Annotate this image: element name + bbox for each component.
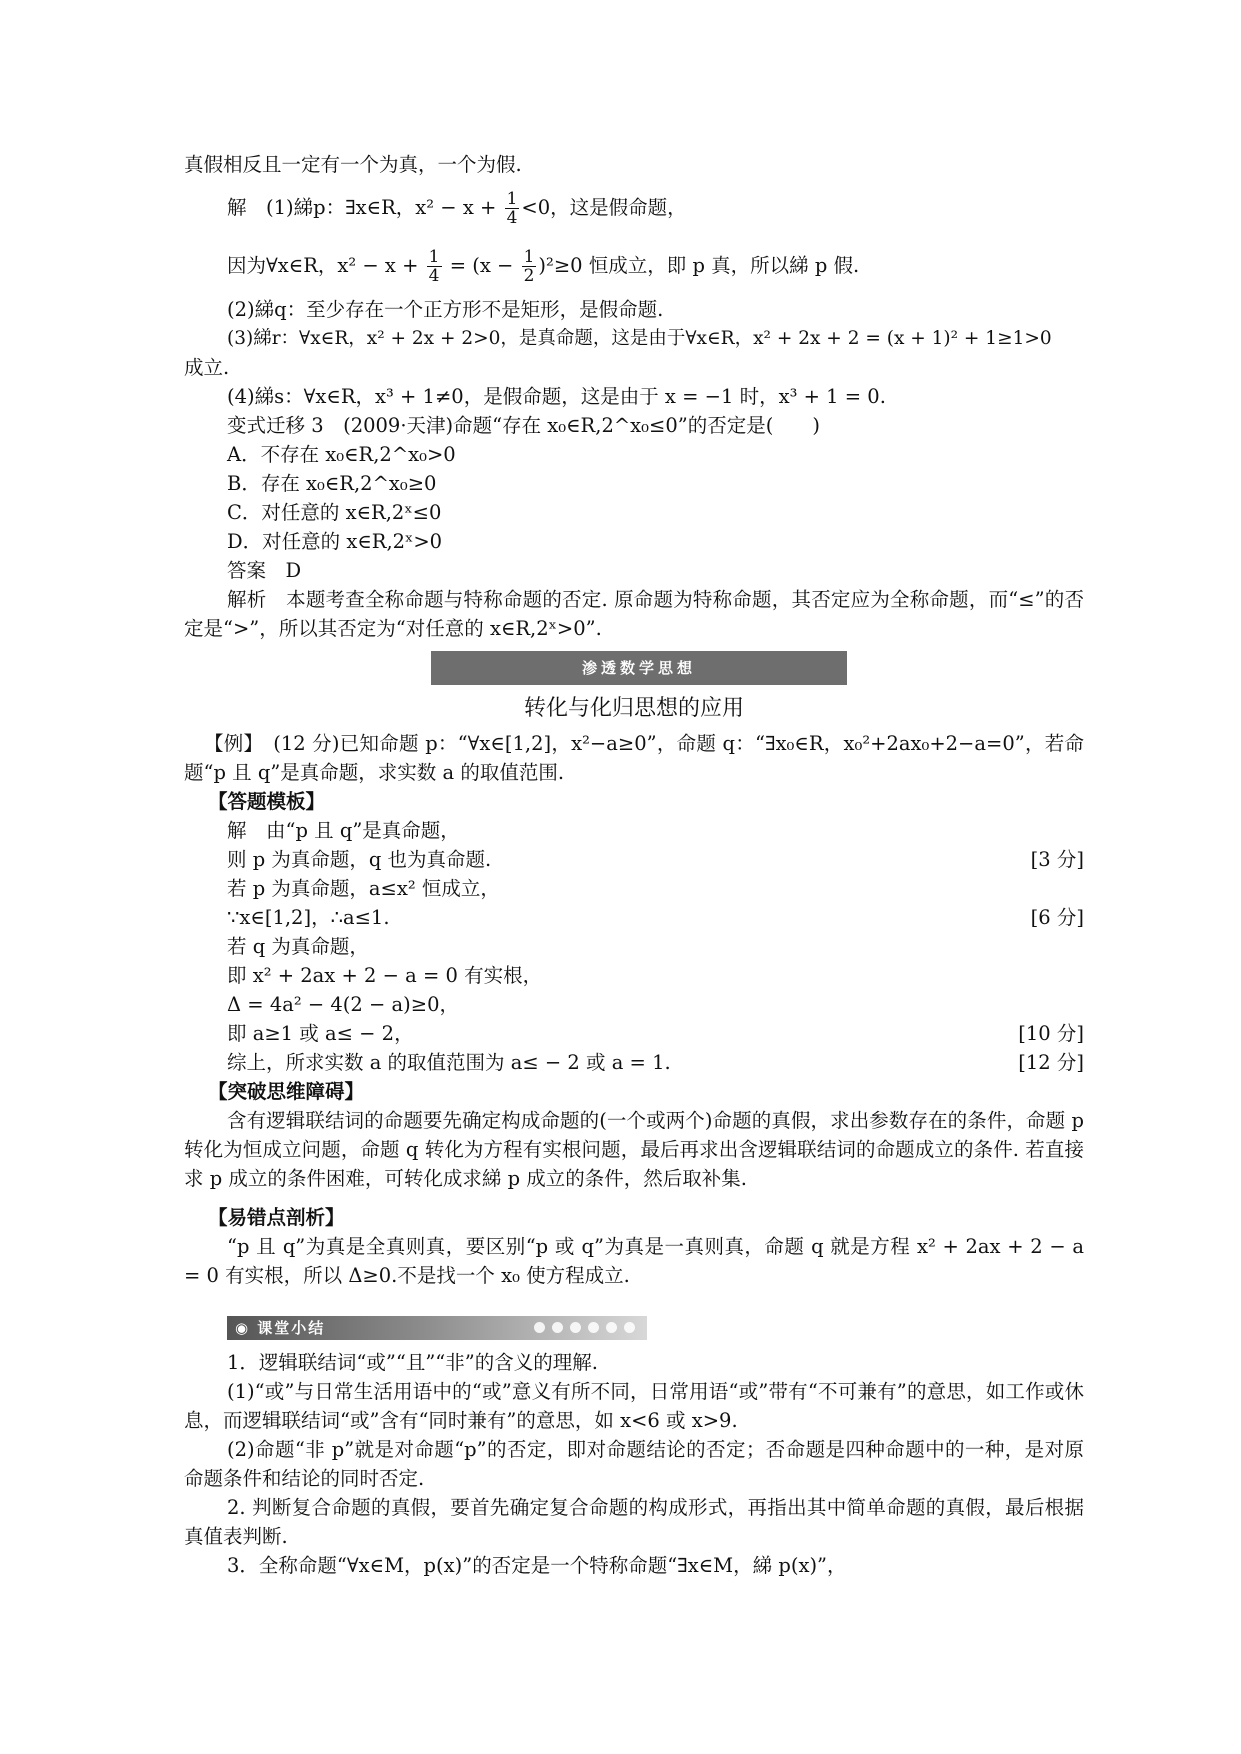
summary-bar bbox=[227, 1316, 647, 1340]
template-heading: 【答题模板】 bbox=[208, 790, 326, 813]
summary-item: (1)“或”与日常生活用语中的“或”意义有所不同，日常用语“或”带有“不可兼有”的意思，如工作或休息，而逻辑联结词“或”含有“同时兼有”的意思，如 x<6 或 x>9. bbox=[184, 1380, 1084, 1432]
summary-item: 2. 判断复合命题的真假，要首先确定复合命题的构成形式，再指出其中简单命题的真假，最后根据真值表判断. bbox=[184, 1496, 1084, 1548]
solution-4: (4)綈s：∀x∈R，x³ + 1≠0，是假命题，这是由于 x = −1 时，x³ + 1 = 0. bbox=[227, 385, 886, 408]
error-text: “p 且 q”为真是全真则真，要区别“p 或 q”为真是一真则真，命题 q 就是方程 x² + 2ax + 2 − a = 0 有实根，所以 Δ≥0.不是找一个 x₀ 使方程成立. bbox=[184, 1235, 1084, 1287]
dot-icon bbox=[534, 1322, 545, 1333]
example: 【例】 (12 分)已知命题 p：“∀x∈[1,2]，x²−a≥0”，命题 q：“∃x₀∈R，x₀²+2ax₀+2−a=0”，若命题“p 且 q”是真命题，求实数 a 的取值范围. bbox=[184, 732, 1084, 784]
decorative-dots bbox=[534, 1322, 635, 1333]
solution-1-proof: 因为∀x∈R，x² − x + $\frac{1}{4}$ = (x − $\frac{1}{2}$ )²≥0 恒成立，即 p 真，所以綈 p 假. bbox=[227, 247, 860, 286]
dot-icon bbox=[552, 1322, 563, 1333]
intro-line: 真假相反且一定有一个为真，一个为假. bbox=[184, 153, 522, 176]
dot-icon bbox=[570, 1322, 581, 1333]
error-heading: 【易错点剖析】 bbox=[208, 1206, 345, 1229]
option-b: B．存在 x₀∈R,2^x₀≥0 bbox=[227, 472, 437, 495]
summary-item: 1．逻辑联结词“或”“且”“非”的含义的理解. bbox=[227, 1351, 598, 1374]
dot-icon bbox=[588, 1322, 599, 1333]
solution-3: (3)綈r：∀x∈R，x² + 2x + 2>0，是真命题，这是由于∀x∈R，x² + 2x + 2 = (x + 1)² + 1≥1>0 bbox=[227, 328, 1052, 349]
summary-item: (2)命题“非 p”就是对命题“p”的否定，即对命题结论的否定；否命题是四种命题中的一种，是对原命题条件和结论的同时否定. bbox=[184, 1438, 1084, 1490]
summary-label: ◉ 课堂小结 bbox=[235, 1319, 326, 1337]
step-row: 即 x² + 2ax + 2 − a = 0 有实根， bbox=[227, 964, 543, 987]
breakthrough-text: 含有逻辑联结词的命题要先确定构成命题的(一个或两个)命题的真假，求出参数存在的条件，命题 p 转化为恒成立问题，命题 q 转化为方程有实根问题，最后再求出含逻辑联结词的命题成立的条件. 若直接求 p 成立的条件困难，可转化成求綈 p 成立的条件，然后取补集. bbox=[184, 1109, 1084, 1190]
solution-1-text-b: <0，这是假命题， bbox=[521, 196, 687, 219]
step-row: 解 由“p 且 q”是真命题， bbox=[227, 819, 460, 842]
step-row: 则 p 为真命题，q 也为真命题. [3 分] bbox=[227, 848, 1084, 871]
section-title: 转化与化归思想的应用 bbox=[523, 696, 744, 721]
dot-icon bbox=[624, 1322, 635, 1333]
analysis: 解析 本题考查全称命题与特称命题的否定. 原命题为特称命题，其否定应为全称命题，而“≤”的否定是“>”，所以其否定为“对任意的 x∈R,2ˣ>0”. bbox=[184, 588, 1084, 640]
fraction-quarter: $\frac{1}{4}$ bbox=[506, 189, 518, 228]
solution-2: (2)綈q：至少存在一个正方形不是矩形，是假命题. bbox=[227, 298, 664, 321]
document-page bbox=[184, 150, 1084, 1580]
answer: 答案 D bbox=[227, 559, 302, 582]
solution-1 bbox=[184, 179, 1084, 237]
step-row: 即 a≥1 或 a≤ − 2， [10 分] bbox=[227, 1022, 1084, 1045]
option-d: D．对任意的 x∈R,2ˣ>0 bbox=[227, 530, 443, 553]
section-banner: 渗透数学思想 bbox=[431, 651, 847, 685]
fraction-half: $\frac{1}{2}$ bbox=[523, 247, 535, 286]
step-row: Δ = 4a² − 4(2 − a)≥0， bbox=[227, 993, 460, 1016]
template-steps bbox=[184, 816, 1084, 1077]
solution-1-text-a: 解 (1)綈p：∃x∈R，x² − x + bbox=[227, 196, 503, 219]
option-c: C．对任意的 x∈R,2ˣ≤0 bbox=[227, 501, 442, 524]
step-row: 若 q 为真命题， bbox=[227, 935, 369, 958]
option-a: A．不存在 x₀∈R,2^x₀>0 bbox=[227, 443, 456, 466]
step-row: ∵x∈[1,2]，∴a≤1. [6 分] bbox=[227, 906, 1084, 929]
step-row: 综上，所求实数 a 的取值范围为 a≤ − 2 或 a = 1. [12 分] bbox=[227, 1051, 1084, 1074]
summary-item: 3．全称命题“∀x∈M，p(x)”的否定是一个特称命题“∃x∈M，綈 p(x)”， bbox=[227, 1554, 847, 1577]
dot-icon bbox=[606, 1322, 617, 1333]
fraction-quarter-2: $\frac{1}{4}$ bbox=[428, 247, 440, 286]
solution-3-cont: 成立. bbox=[184, 356, 230, 379]
breakthrough-heading: 【突破思维障碍】 bbox=[208, 1080, 365, 1103]
step-row: 若 p 为真命题，a≤x² 恒成立， bbox=[227, 877, 500, 900]
variant-3: 变式迁移 3 (2009·天津)命题“存在 x₀∈R,2^x₀≤0”的否定是( ) bbox=[227, 414, 820, 437]
